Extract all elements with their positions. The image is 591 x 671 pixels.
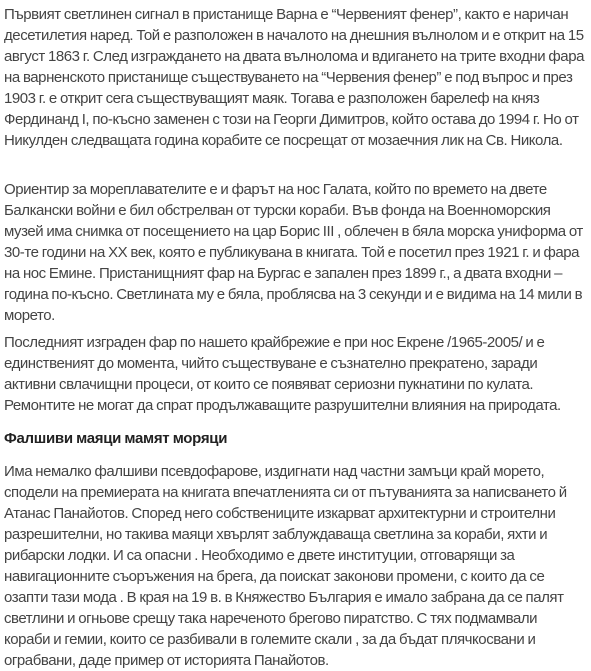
- paragraph-galata-lighthouse: Ориентир за мореплавателите е и фарът на нос Галата, който по времето на двете Балкански войни е бил обстрелван от турски кораби. Във фонда на Военноморския музей има снимка от посещението на цар Борис III , облечен в бяла морска униформа от 30-те години на XX век, която е публикувана в книгата. Той е посетил през 1921 г. и фара на нос Емине. Пристанищният фар на Бургас е запален през 1899 г., а двата входни – година по-късно. Светлината му е бяла, проблясва на 3 секунди и е видима на 14 мили в морето.: [4, 181, 583, 324]
- paragraph-fake-lighthouses: Има немалко фалшиви псевдофарове, издигнати над частни замъци край морето, сподели на премиерата на книгата впечатленията си от пътуванията за написването й Атанас Панайотов. Според него собствениците изкарват архитектурни и строителни разрешителни, но такива маяци хвърлят заблуждаваща светлина за кораби, яхти и рибарски лодки. И са опасни . Необходимо е двете институции, отговарящи за навигационните съоръжения на брега, да поискат законови промени, с които да се озапти тази мода . В края на 19 в. в Княжество България е имало забрана да се палят светлини и огньове срещу така нареченото брегово пиратство. С тях подмамвали кораби и гемии, които се разбивали в големите скали , за да бъдат плячкосвани и ограбвани, даде пример от историята Панайотов.: [4, 463, 567, 669]
- paragraph-varna-red-lantern: Първият светлинен сигнал в пристанище Варна е “Червеният фенер”, както е наричан десетилетия наред. Той е разположен в началото на днешния вълнолом и е открит на 15 август 1863 г. След изграждането на двата вълнолома и вдигането на трите входни фара на варненското пристанище съществуването на “Червения фенер” е под въпрос и през 1903 г. е открит сега съществуващият маяк. Тогава е разположен барелеф на княз Фердинанд I, по-късно заменен с този на Георги Димитров, който остава до 1994 г. Но от Никулден следващата година корабите се посрещат от мозаечния лик на Св. Никола.: [4, 6, 584, 149]
- paragraph-ekrene-lighthouse: Последният изграден фар по нашето крайбрежие е при нос Екрене /1965-2005/ и е единственият до момента, чийто съществуване е съзнателно прекратено, заради активни свлачищни процеси, от които се появяват сериозни пукнатини по кулата. Ремонтите не могат да спрат продължаващите разрушителни влияния на природата.: [4, 334, 561, 414]
- section-heading: Фалшиви маяци мамят моряци: [4, 430, 228, 447]
